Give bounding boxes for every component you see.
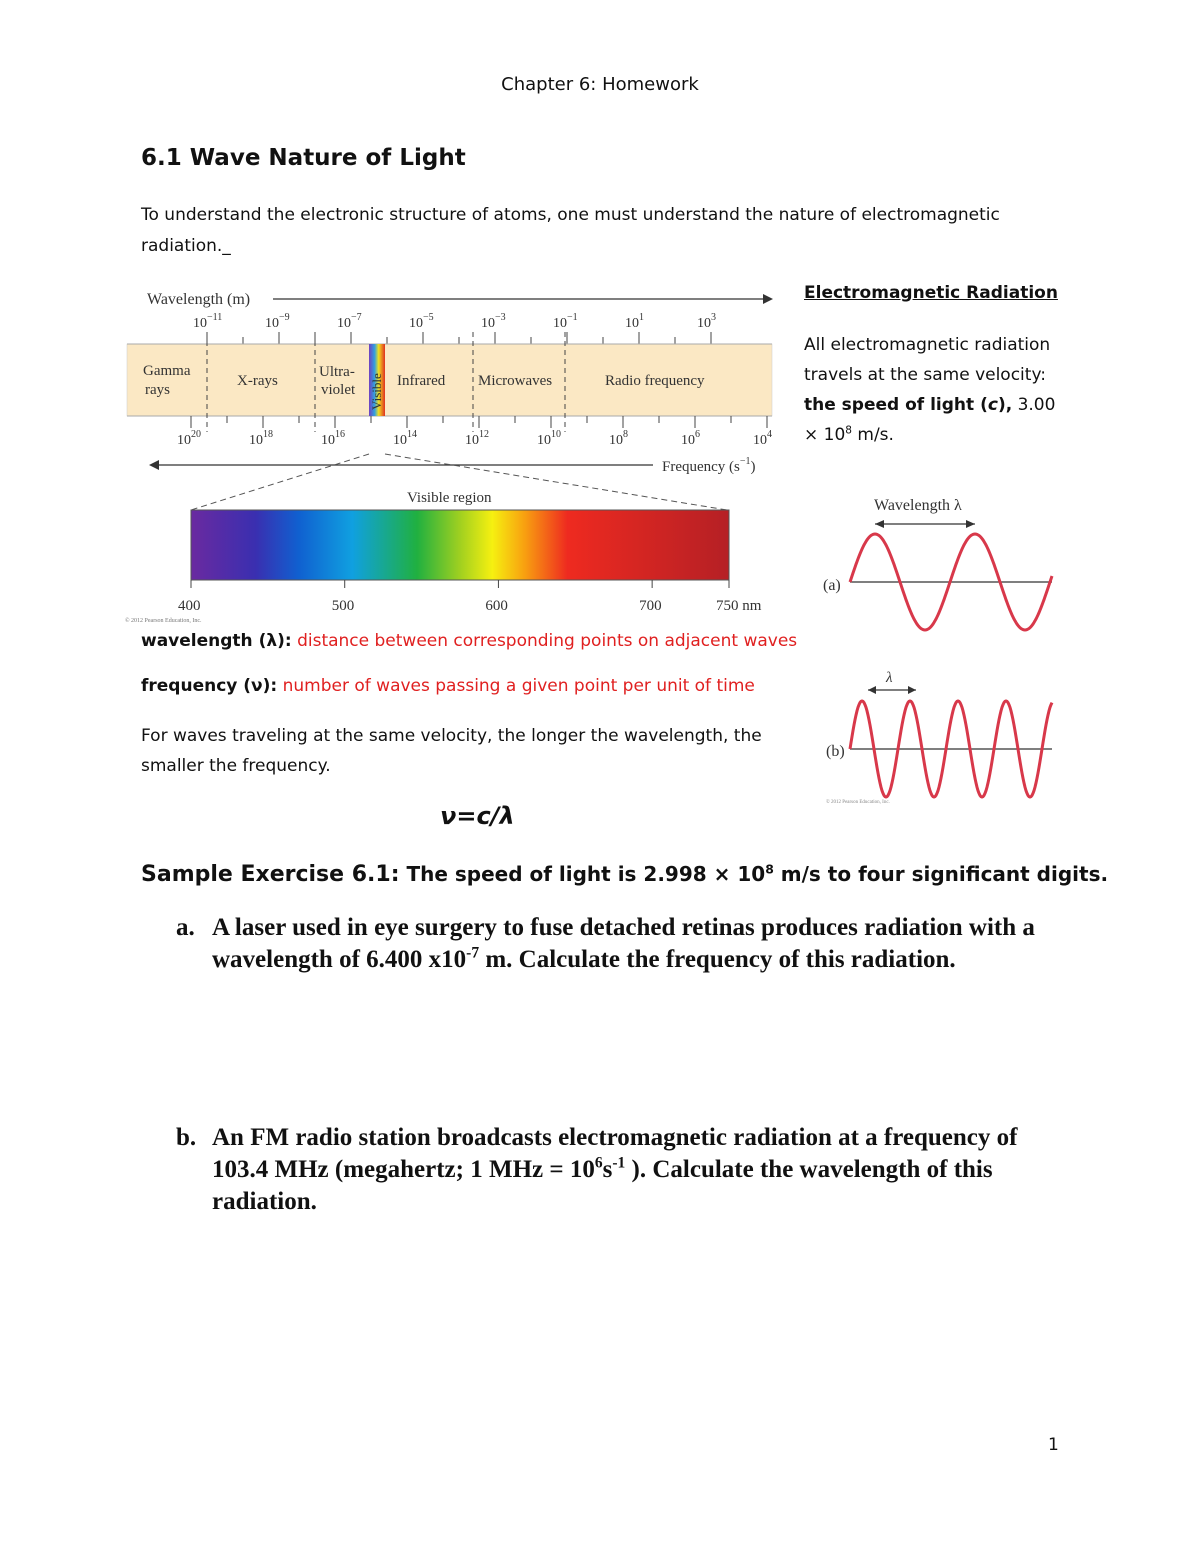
visible-tick-label: 750 nm bbox=[716, 598, 762, 614]
wave-diagram-b bbox=[820, 666, 1060, 816]
wave-b-label: (b) bbox=[826, 743, 845, 760]
wavelength-tick-label: $10^{-11}$ bbox=[193, 312, 223, 331]
visible-region-label: Visible region bbox=[407, 490, 492, 506]
wave-copyright: © 2012 Pearson Education, Inc. bbox=[826, 800, 890, 805]
region-visible: Visible bbox=[369, 373, 384, 410]
question-a: a. A laser used in eye surgery to fuse detached retinas produces radiation with a wavelength of 6.400 $x10^{-7}$ m. Calculate the frequency of this radiation. bbox=[176, 914, 1035, 973]
wavelength-tick-label: $10^{-3}$ bbox=[481, 312, 506, 331]
visible-tick-label: 700 bbox=[639, 598, 662, 614]
wave-a-title: Wavelength λ bbox=[874, 497, 962, 514]
region-microwaves: Microwaves bbox=[478, 373, 553, 389]
region-uv-1: Ultra- bbox=[319, 364, 355, 380]
wavelength-tick-label: $10^{-9}$ bbox=[265, 312, 290, 331]
visible-tick-label: 500 bbox=[331, 598, 355, 614]
sample-exercise: Sample Exercise 6.1: The speed of light is $2.998 \times 10^8$ m/s to four significant digits. bbox=[141, 861, 1109, 887]
spectrum-copyright: © 2012 Pearson Education, Inc. bbox=[125, 618, 202, 624]
frequency-tick-label: $10^6$ bbox=[681, 429, 700, 448]
region-xrays: X-rays bbox=[237, 373, 278, 389]
frequency-tick-label: $10^{10}$ bbox=[537, 429, 561, 448]
sidebar-title: Electromagnetic Radiation bbox=[804, 283, 1058, 303]
page-number: 1 bbox=[1048, 1435, 1059, 1455]
frequency-axis-label: Frequency $(s^{-1})$ bbox=[662, 456, 756, 475]
frequency-tick-label: $10^{14}$ bbox=[393, 429, 417, 448]
wavelength-definition: wavelength (λ): distance between corresponding points on adjacent waves bbox=[141, 631, 798, 651]
wave-b-lambda: λ bbox=[886, 670, 893, 686]
wavelength-tick-label: $10^{-7}$ bbox=[337, 312, 362, 331]
wavelength-tick-label: $10^1$ bbox=[625, 312, 644, 331]
wave-diagram-a bbox=[820, 488, 1060, 638]
visible-tick-label: 600 bbox=[485, 598, 508, 614]
sidebar-text: All electromagnetic radiation travels at the same velocity: the speed of light (c), $3.00 \times 10^8$ m/s. bbox=[804, 335, 1056, 445]
region-infrared: Infrared bbox=[397, 373, 446, 389]
frequency-tick-label: $10^8$ bbox=[609, 429, 628, 448]
frequency-formula: ν=c/λ bbox=[440, 802, 515, 830]
wavelength-tick-label: $10^{-5}$ bbox=[409, 312, 434, 331]
frequency-definition: frequency (ν): number of waves passing a given point per unit of time bbox=[141, 676, 755, 696]
intro-paragraph: To understand the electronic structure of atoms, one must understand the nature of electromagnetic radiation._ bbox=[141, 205, 1000, 256]
region-radio: Radio frequency bbox=[605, 373, 705, 389]
frequency-tick-label: $10^{18}$ bbox=[249, 429, 273, 448]
frequency-tick-label: $10^{20}$ bbox=[177, 429, 201, 448]
frequency-tick-label: $10^{16}$ bbox=[321, 429, 345, 448]
frequency-tick-label: $10^4$ bbox=[753, 429, 772, 448]
frequency-tick-label: $10^{12}$ bbox=[465, 429, 489, 448]
wavelength-tick-label: $10^{-1}$ bbox=[553, 312, 578, 331]
wavelength-axis-label: Wavelength (m) bbox=[147, 291, 251, 308]
wavelength-frequency-relation: For waves traveling at the same velocity, the longer the wavelength, the smaller the frequency. bbox=[141, 726, 762, 776]
electromagnetic-spectrum-figure bbox=[125, 282, 790, 627]
wavelength-tick-label: $10^3$ bbox=[697, 312, 716, 331]
section-title: 6.1 Wave Nature of Light bbox=[141, 145, 466, 171]
region-uv-2: violet bbox=[321, 382, 356, 398]
visible-tick-label: 400 bbox=[178, 598, 201, 614]
region-gamma-2: rays bbox=[145, 382, 170, 398]
page-header: Chapter 6: Homework bbox=[501, 74, 699, 95]
question-b: b. An FM radio station broadcasts electromagnetic radiation at a frequency of 103.4 MHz (megahertz; 1 MHz = $10^6s^{-1}$ ). Calculate the wavelength of this radiation. bbox=[176, 1124, 1018, 1215]
wave-a-label: (a) bbox=[823, 577, 841, 594]
region-gamma-1: Gamma bbox=[143, 363, 191, 379]
